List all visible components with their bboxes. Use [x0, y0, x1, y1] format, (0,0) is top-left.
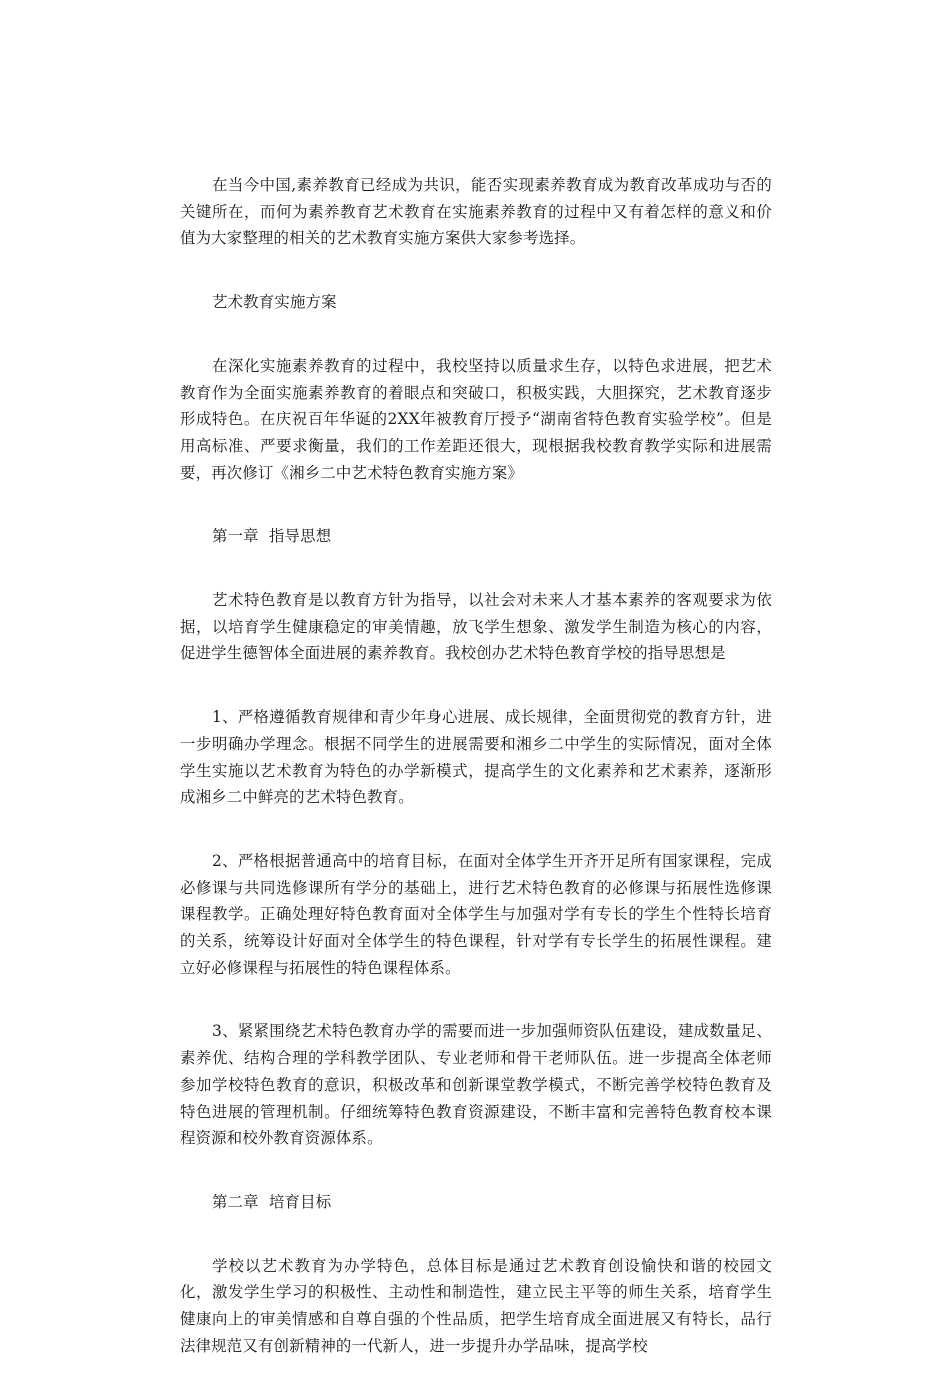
document-title-text: 艺术教育实施方案 — [212, 293, 337, 312]
chapter-1-heading — [180, 523, 772, 550]
list-item-3: 3、紧紧围绕艺术特色教育办学的需要而进一步加强师资队伍建设，建成数量足、素养优、结构合理的学科教学团队、专业老师和骨干老师队伍。进一步提高全体老师参加学校特色教育的意识，积极改革和创新课堂教学模式，不断完善学校特色教育及特色进展的管理机制。仔细统筹特色教育资源建设，不断丰富和完善特色教育校本课程资源和校外教育资源体系。 — [180, 1022, 772, 1148]
paragraph-2: 艺术特色教育是以教育方针为指导，以社会对未来人才基本素养的客观要求为依据，以培育学生健康稳定的审美情趣，放飞学生想象、激发学生制造为核心的内容，促进学生德智体全面进展的素养教育。我校创办艺术特色教育学校的指导思想是 — [180, 591, 772, 663]
list-item-1: 1、严格遵循教育规律和青少年身心进展、成长规律，全面贯彻党的教育方针，进一步明确办学理念。根据不同学生的进展需要和湘乡二中学生的实际情况，面对全体学生实施以艺术教育为特色的办学新模式，提高学生的文化素养和艺术素养，逐渐形成湘乡二中鲜亮的艺术特色教育。 — [180, 708, 772, 807]
intro-paragraph: 在当今中国,素养教育已经成为共识，能否实现素养教育成为教育改革成功与否的关键所在，而何为素养教育艺术教育在实施素养教育的过程中又有着怎样的意义和价值为大家整理的相关的艺术教育实施方案供大家参考选择。 — [180, 176, 772, 248]
document-title — [180, 289, 772, 316]
list-item-2: 2、严格根据普通高中的培育目标，在面对全体学生开齐开足所有国家课程，完成必修课与共同选修课所有学分的基础上，进行艺术特色教育的必修课与拓展性选修课课程教学。正确处理好特色教育面对全体学生与加强对学有专长的学生个性特长培育的关系，统筹设计好面对全体学生的特色课程，针对学有专长学生的拓展性课程。建立好必修课程与拓展性的特色课程体系。 — [180, 851, 772, 977]
document-page — [180, 172, 772, 1397]
paragraph-1: 在深化实施素养教育的过程中，我校坚持以质量求生存，以特色求进展，把艺术教育作为全面实施素养教育的着眼点和突破口，积极实践，大胆探究，艺术教育逐步形成特色。在庆祝百年华诞的2XX年被教育厅授予“湖南省特色教育实验学校”。但是用高标准、严要求衡量，我们的工作差距还很大，现根据我校教育教学实际和进展需要，再次修订《湘乡二中艺术特色教育实施方案》 — [180, 356, 772, 482]
chapter-1-heading-text: 第一章 指导思想 — [212, 527, 332, 546]
chapter-2-heading-text: 第二章 培育目标 — [212, 1192, 332, 1211]
paragraph-3: 学校以艺术教育为办学特色，总体目标是通过艺术教育创设愉快和谐的校园文化，激发学生学习的积极性、主动性和制造性，建立民主平等的师生关系，培育学生健康向上的审美情感和自尊自强的个性品质，把学生培育成全面进展又有特长，品行法律规范又有创新精神的一代新人，进一步提升办学品味，提高学校 — [180, 1256, 772, 1355]
chapter-2-heading — [180, 1189, 772, 1216]
